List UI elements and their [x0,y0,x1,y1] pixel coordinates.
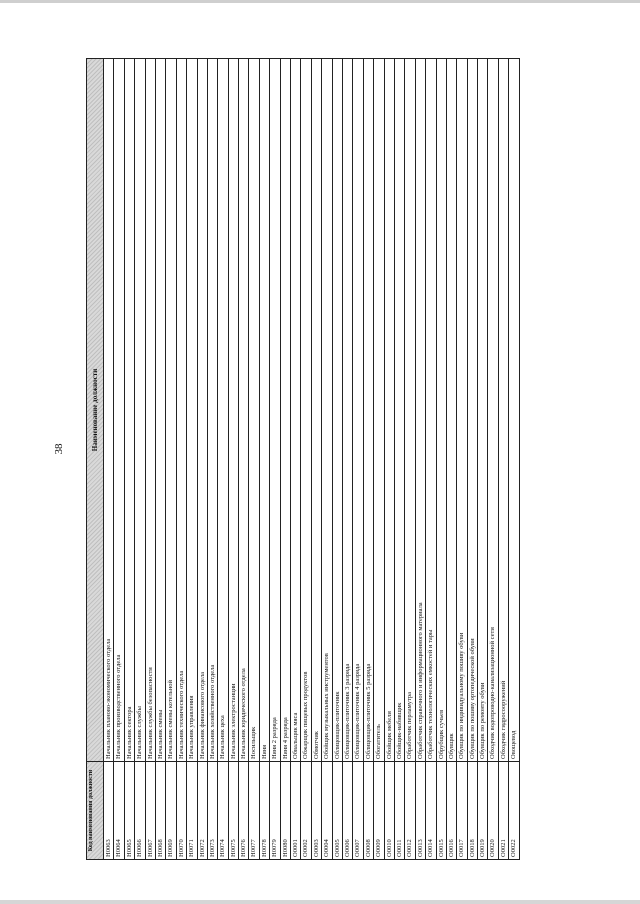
page-number: 38 [53,443,65,455]
table-header [86,58,104,860]
cell-name: Начальник смены котельной [167,680,175,759]
cell-name: Обрубщик сучьев [437,709,445,759]
cell-code: Н0063 [104,761,113,859]
cell-code: Н0073 [208,761,217,859]
header-code: Код наименования должности [87,761,103,859]
cell-code: Н0072 [198,761,207,859]
cell-code: Н0071 [187,761,196,859]
table-row [114,58,124,860]
cell-name: Овощевод [510,730,518,759]
cell-code: Н0075 [229,761,238,859]
table-row [312,58,322,860]
table-row [187,58,197,860]
cell-name: Обувщик по пошиву ортопедической обуви [468,638,476,759]
table-row [270,58,280,860]
table-row [281,58,291,860]
table-row [468,58,478,860]
cell-name: Облицовщик-плиточник 3 разряда [343,663,351,759]
cell-name: Обувщик по ремонту обуви [479,682,487,759]
cell-code: Н0065 [125,761,134,859]
cell-name: Обойщик мебели [385,711,393,759]
cell-code: Н0077 [249,761,258,859]
table-row [353,58,363,860]
cell-code: О0003 [312,761,321,859]
cell-code: О0009 [374,761,383,859]
cell-code: О0007 [353,761,362,859]
cell-code: О0004 [322,761,331,859]
cell-name: Начальник хозяйственного отдела [208,664,216,759]
table-row [437,58,447,860]
cell-code: Н0066 [135,761,144,859]
table-row [416,58,426,860]
cell-name: Начальник производственного отдела [115,654,123,759]
table-row [385,58,395,860]
table-row [208,58,218,860]
cell-code: Н0074 [218,761,227,859]
table-row [509,58,519,860]
table-row [291,58,301,860]
cell-code: Н0080 [281,761,290,859]
cell-name: Начальник технического отдела [177,670,185,759]
table-row [395,58,405,860]
header-name: Наименование должности [91,368,99,452]
table-row [457,58,467,860]
table-row [239,58,249,860]
cell-name: Обувщик [447,733,455,759]
table-row [333,58,343,860]
table-row [135,58,145,860]
table-row [125,58,135,860]
cell-code: О0011 [395,761,404,859]
table-row [156,58,166,860]
cell-code: О0005 [333,761,342,859]
cell-name: Начальник службы безопасности [146,667,154,759]
cell-name: Обработчик справочного и информационного материала [416,602,424,759]
cell-code: О0019 [478,761,487,859]
cell-code: Н0079 [270,761,279,859]
cell-name: Начальник планово-экономического отдела [105,638,112,759]
table-row [343,58,353,860]
table-row [104,58,114,860]
cell-code: О0001 [291,761,300,859]
positions-table [86,58,608,860]
table-row [426,58,436,860]
table-row [249,58,259,860]
cell-code: О0006 [343,761,352,859]
cell-name: Начальник цеха [219,715,227,759]
table-row [499,58,509,860]
table-row [301,58,311,860]
cell-code: О0002 [301,761,310,859]
cell-name: Начальник юридического отдела [240,668,248,759]
cell-name: Обходчик гидросооружений [499,680,507,759]
table-row [322,58,332,860]
cell-name: Обжарщик пищевых продуктов [302,671,310,759]
table-row [177,58,187,860]
cell-name: Обмотчик [312,731,320,759]
cell-code: О0015 [437,761,446,859]
cell-name: Облицовщик-плиточник 5 разряда [364,663,372,759]
cell-code: О0013 [416,761,425,859]
cell-name: Обойщик-набивщик [395,702,403,759]
cell-code: Н0069 [166,761,175,859]
cell-code: Н0068 [156,761,165,859]
cell-code: О0017 [457,761,466,859]
cell-name: Носильщик [250,726,258,759]
cell-name: Облицовщик-плиточник 4 разряда [354,663,362,759]
cell-code: Н0070 [177,761,186,859]
table-row [447,58,457,860]
cell-name: Облицовщик-плиточник [333,691,341,759]
cell-code: О0022 [509,761,518,859]
table-row [146,58,156,860]
cell-code: Н0067 [146,761,155,859]
cell-name: Начальник смены [156,709,164,759]
table-row [405,58,415,860]
table-row [229,58,239,860]
cell-name: Обходчик водопроводно-канализационной сети [489,627,497,759]
cell-code: О0014 [426,761,435,859]
cell-name: Начальник сектора [125,706,133,759]
cell-name: Начальник электростанции [229,683,237,759]
cell-code: О0008 [364,761,373,859]
scan-edge-bottom [0,900,640,904]
cell-name: Няня 2 разряда [271,717,279,759]
table-row [488,58,498,860]
cell-name: Няня 4 разряда [281,717,289,759]
cell-code: О0021 [499,761,508,859]
table-row [374,58,384,860]
cell-name: Начальник финансового отдела [198,671,206,759]
cell-code: Н0076 [239,761,248,859]
cell-code: О0016 [447,761,456,859]
cell-name: Обработчик технологических емкостей и тары [427,629,435,759]
table-row [478,58,488,860]
table-row [364,58,374,860]
table-row [198,58,208,860]
cell-code: О0012 [405,761,414,859]
table-row [260,58,270,860]
cell-code: О0018 [468,761,477,859]
scan-edge-top [0,0,640,3]
cell-name: Начальник управления [188,695,196,759]
table-row [218,58,228,860]
cell-code: О0010 [385,761,394,859]
cell-name: Обойщик музыкальных инструментов [323,653,331,759]
cell-name: Обработчик перламутра [406,691,414,759]
cell-name: Обвальщик мяса [292,712,300,759]
cell-name: Обувщик по индивидуальному пошиву обуви [458,632,466,759]
table-body [104,58,520,860]
cell-code: Н0078 [260,761,269,859]
cell-name: Обогатитель [375,724,383,759]
cell-name: Няня [260,744,268,759]
table-row [166,58,176,860]
cell-name: Начальник службы [136,706,144,759]
cell-code: О0020 [488,761,497,859]
cell-code: Н0064 [114,761,123,859]
